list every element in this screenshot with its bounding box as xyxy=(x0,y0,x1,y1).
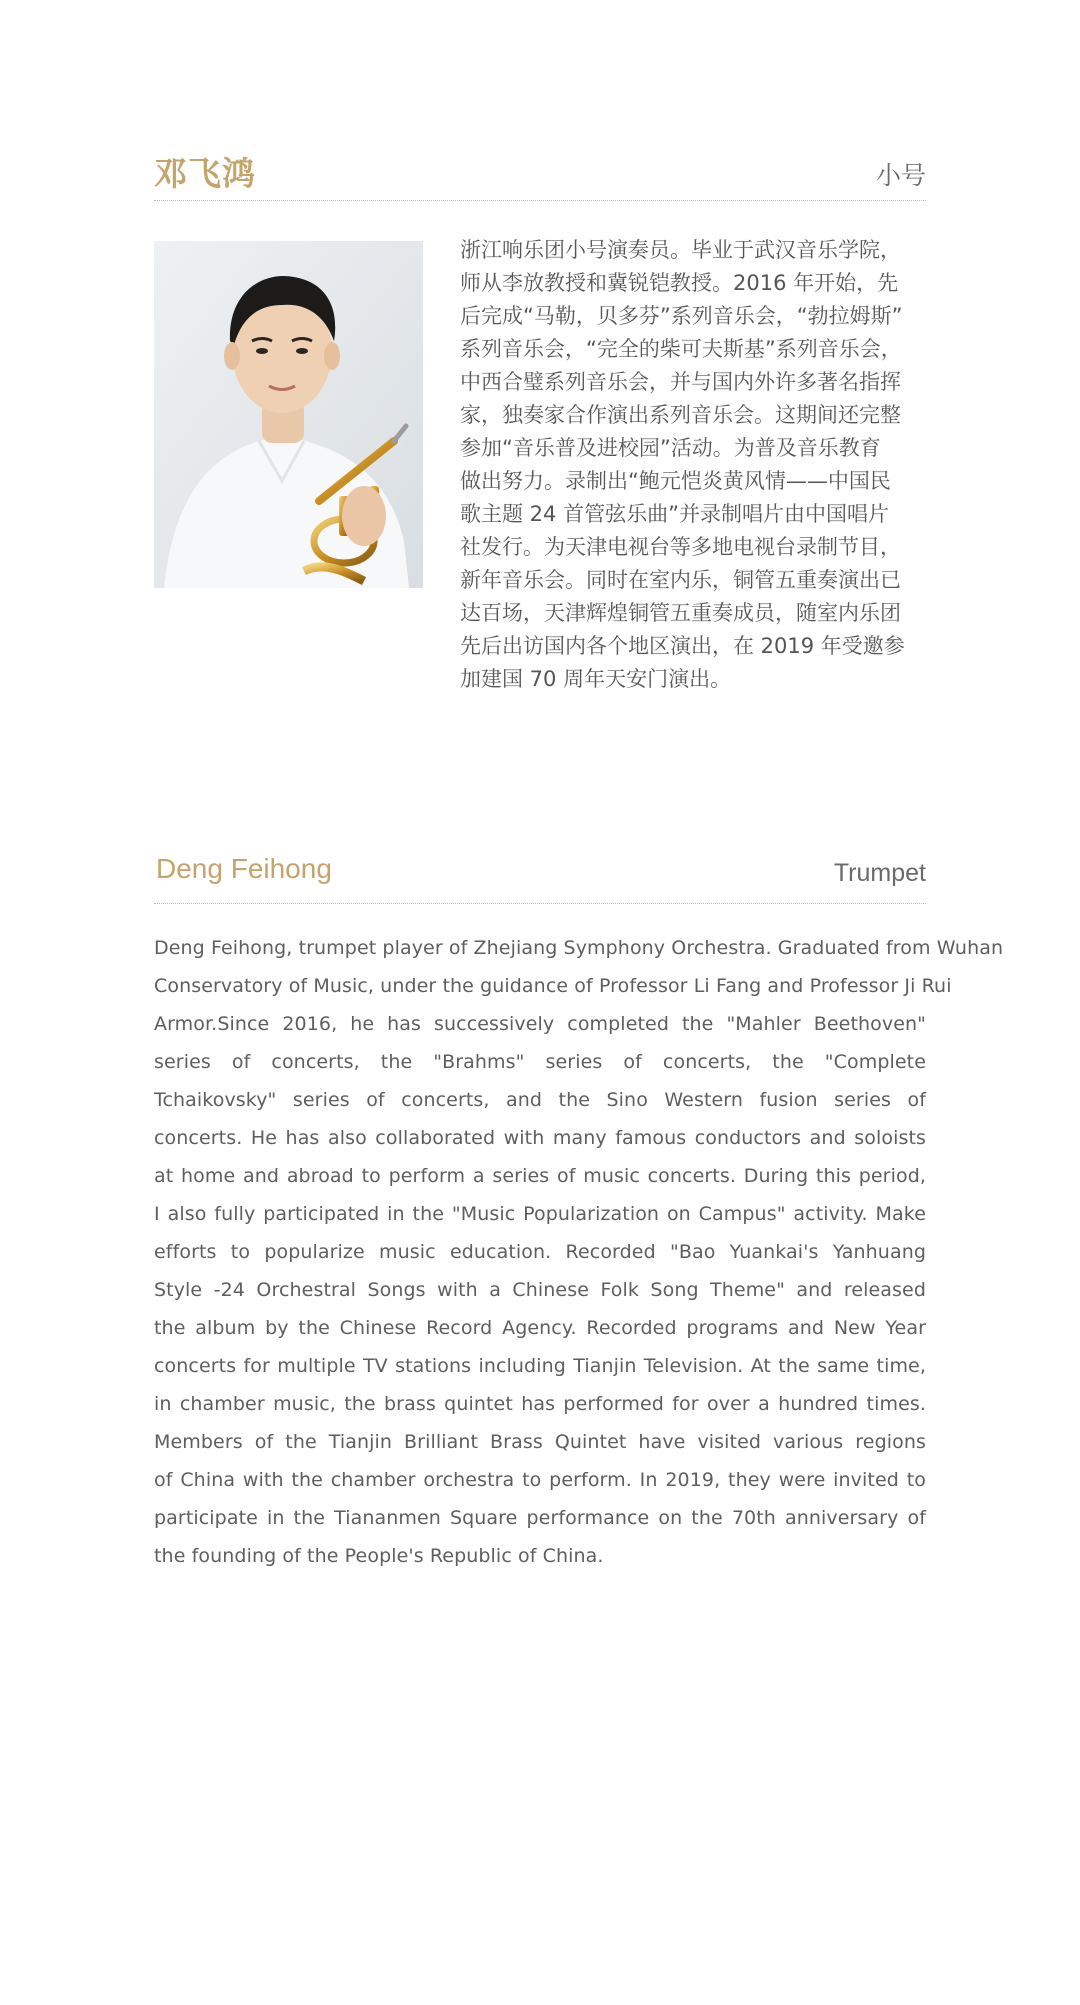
bio-line: concerts. He has also collaborated with many famous conductors and soloists xyxy=(154,1127,926,1149)
bio-line: 新年音乐会。同时在室内乐，铜管五重奏演出已 xyxy=(460,568,901,592)
biography-en xyxy=(154,929,1004,1575)
bio-line: 浙江响乐团小号演奏员。毕业于武汉音乐学院， xyxy=(460,238,901,262)
cn-header xyxy=(154,140,926,201)
bio-line: 参加“音乐普及进校园”活动。为普及音乐教育 xyxy=(460,436,881,460)
bio-line: 达百场，天津辉煌铜管五重奏成员，随室内乐团 xyxy=(460,601,901,625)
bio-line: 后完成“马勒，贝多芬”系列音乐会，“勃拉姆斯” xyxy=(460,304,903,328)
instrument-en: Trumpet xyxy=(833,859,926,887)
bio-line: Style -24 Orchestral Songs with a Chinese Folk Song Theme" and released xyxy=(154,1279,926,1301)
bio-line: efforts to popularize music education. Recorded "Bao Yuankai's Yanhuang xyxy=(154,1241,926,1263)
bio-line: 歌主题 24 首管弦乐曲”并录制唱片由中国唱片 xyxy=(460,502,889,526)
bio-line: participate in the Tiananmen Square performance on the 70th anniversary of xyxy=(154,1507,926,1529)
bio-line: 家，独奏家合作演出系列音乐会。这期间还完整 xyxy=(460,403,901,427)
musician-name-cn: 邓飞鸿 xyxy=(154,154,256,193)
bio-line: in chamber music, the brass quintet has performed for over a hundred times. xyxy=(154,1393,926,1415)
bio-line: I also fully participated in the "Music Popularization on Campus" activity. Make xyxy=(154,1203,926,1225)
musician-name-en: Deng Feihong xyxy=(156,853,332,884)
bio-line: the album by the Chinese Record Agency. Recorded programs and New Year xyxy=(154,1317,926,1339)
bio-line: Armor.Since 2016, he has successively completed the "Mahler Beethoven" xyxy=(154,1013,926,1035)
instrument-cn: 小号 xyxy=(875,161,926,190)
musician-portrait-photo xyxy=(154,241,423,588)
bio-line: Conservatory of Music, under the guidance of Professor Li Fang and Professor Ji Rui xyxy=(154,975,952,997)
bio-line: 中西合璧系列音乐会，并与国内外许多著名指挥 xyxy=(460,370,901,394)
bio-line: 先后出访国内各个地区演出，在 2019 年受邀参 xyxy=(460,634,905,658)
bio-line: Deng Feihong, trumpet player of Zhejiang Symphony Orchestra. Graduated from Wuhan xyxy=(154,937,1004,959)
bio-line: Tchaikovsky" series of concerts, and the Sino Western fusion series of xyxy=(154,1089,926,1111)
bio-line: 社发行。为天津电视台等多地电视台录制节目， xyxy=(460,535,901,559)
en-header xyxy=(154,845,926,904)
bio-line: at home and abroad to perform a series of music concerts. During this period, xyxy=(154,1165,926,1187)
bio-line: concerts for multiple TV stations including Tianjin Television. At the same time, xyxy=(154,1355,926,1377)
bio-line: series of concerts, the "Brahms" series of concerts, the "Complete xyxy=(154,1051,926,1073)
bio-line: 加建国 70 周年天安门演出。 xyxy=(460,667,732,691)
bio-line: Members of the Tianjin Brilliant Brass Quintet have visited various regions xyxy=(154,1431,926,1453)
bio-line: 师从李放教授和冀锐铠教授。2016 年开始，先 xyxy=(460,271,899,295)
bio-line: of China with the chamber orchestra to perform. In 2019, they were invited to xyxy=(154,1469,926,1491)
biography-cn xyxy=(460,234,926,696)
bio-line: 做出努力。录制出“鲍元恺炎黄风情——中国民 xyxy=(460,469,891,493)
bio-line: the founding of the People's Republic of China. xyxy=(154,1545,604,1567)
bio-line: 系列音乐会，“完全的柴可夫斯基”系列音乐会， xyxy=(460,337,902,361)
